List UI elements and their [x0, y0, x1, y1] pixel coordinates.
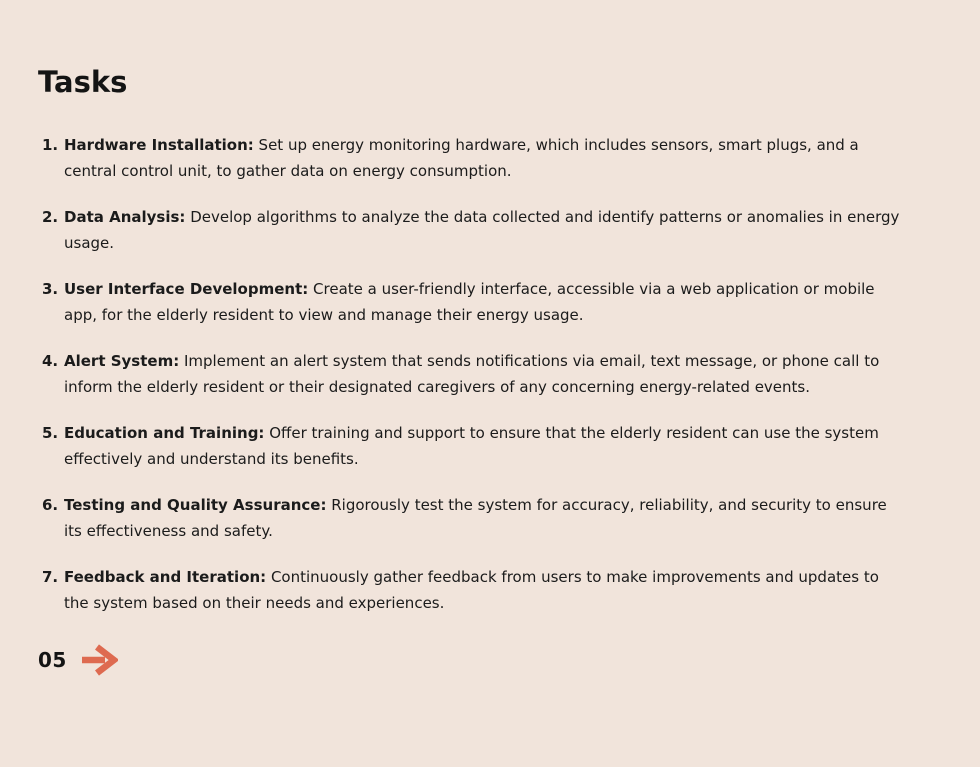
task-text — [64, 276, 902, 328]
task-text — [64, 132, 902, 184]
task-description: Continuously gather feedback from users to make improvements and updates to the system based on their needs and experiences. — [64, 568, 879, 612]
task-text — [64, 564, 902, 616]
task-number: 4. — [42, 352, 59, 370]
task-number: 6. — [42, 496, 59, 514]
task-item — [42, 348, 906, 400]
task-description: Implement an alert system that sends notifications via email, text message, or phone call to inform the elderly resident or their designated caregivers of any concerning energy-related events. — [64, 352, 880, 396]
task-item — [42, 276, 906, 328]
task-description: Create a user-friendly interface, accessible via a web application or mobile app, for the elderly resident to view and manage their energy usage. — [64, 280, 875, 324]
task-label: Alert System: — [64, 352, 180, 370]
task-number: 5. — [42, 424, 59, 442]
task-list — [38, 132, 906, 616]
footer — [38, 644, 906, 676]
task-number: 7. — [42, 568, 59, 586]
task-item — [42, 420, 906, 472]
task-number: 1. — [42, 136, 59, 154]
task-item — [42, 564, 906, 616]
task-label: Feedback and Iteration: — [64, 568, 267, 586]
task-item — [42, 132, 906, 184]
task-label: User Interface Development: — [64, 280, 309, 298]
task-description: Develop algorithms to analyze the data collected and identify patterns or anomalies in energy usage. — [64, 208, 900, 252]
task-text — [64, 348, 902, 400]
task-text — [64, 492, 902, 544]
task-label: Hardware Installation: — [64, 136, 254, 154]
task-item — [42, 204, 906, 256]
task-label: Education and Training: — [64, 424, 265, 442]
task-description: Rigorously test the system for accuracy, reliability, and security to ensure its effectiveness and safety. — [64, 496, 887, 540]
task-label: Testing and Quality Assurance: — [64, 496, 327, 514]
page-number: 05 — [38, 648, 67, 672]
page-title: Tasks — [38, 65, 128, 99]
task-text — [64, 420, 902, 472]
task-label: Data Analysis: — [64, 208, 186, 226]
task-item — [42, 492, 906, 544]
task-description: Offer training and support to ensure that the elderly resident can use the system effectively and understand its benefits. — [64, 424, 879, 468]
task-number: 3. — [42, 280, 59, 298]
task-number: 2. — [42, 208, 59, 226]
arrow-right-icon[interactable] — [80, 644, 118, 676]
task-description: Set up energy monitoring hardware, which includes sensors, smart plugs, and a central control unit, to gather data on energy consumption. — [64, 136, 859, 180]
task-text — [64, 204, 902, 256]
